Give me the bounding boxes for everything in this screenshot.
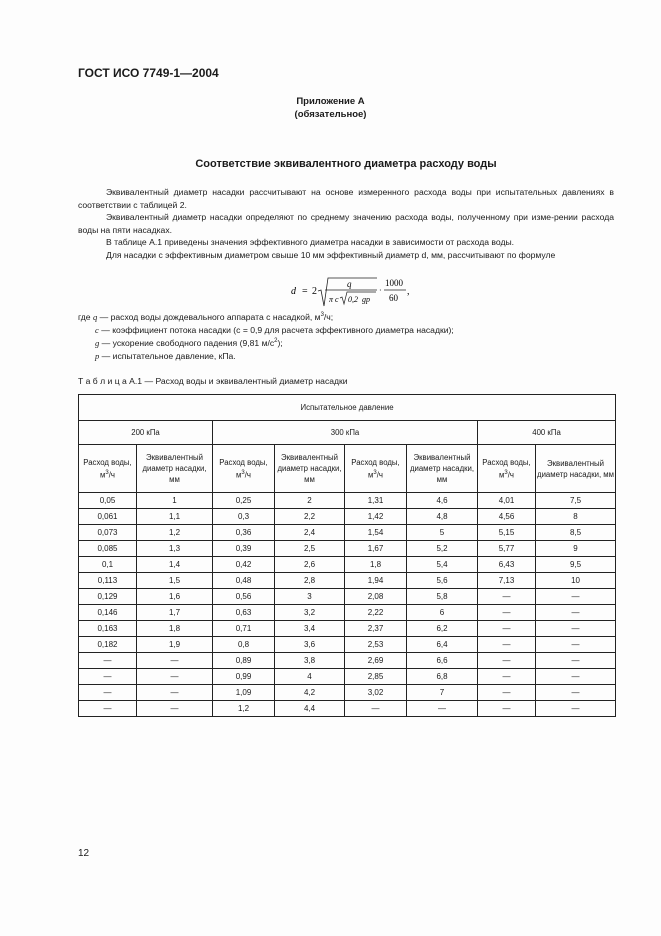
diameter-cell: —	[137, 685, 213, 701]
diameter-cell: 4,4	[275, 701, 345, 717]
flow-cell: 6,43	[478, 557, 536, 573]
diameter-cell: 4,2	[275, 685, 345, 701]
flow-cell: 0,3	[213, 509, 275, 525]
table-row	[79, 525, 616, 541]
diameter-cell: —	[536, 589, 616, 605]
header-diameter: Эквивалентный диаметр насадки, мм	[536, 445, 616, 493]
where-prefix: где	[78, 312, 93, 322]
flow-cell: 0,25	[213, 493, 275, 509]
flow-cell: 5,77	[478, 541, 536, 557]
diameter-cell: 1,6	[137, 589, 213, 605]
flow-cell: 0,113	[79, 573, 137, 589]
formula-eq: =	[302, 286, 308, 297]
header-diameter: Эквивалентный диаметр насадки, мм	[137, 445, 213, 493]
flow-cell: 0,48	[213, 573, 275, 589]
flow-cell: —	[79, 701, 137, 717]
flow-cell: 0,05	[79, 493, 137, 509]
flow-cell: 0,36	[213, 525, 275, 541]
flow-cell: 2,53	[345, 637, 407, 653]
flow-cell: —	[345, 701, 407, 717]
header-flow: Расход воды, $м^3/ч$	[345, 445, 407, 493]
table-caption: Т а б л и ц а А.1 — Расход воды и эквивалентный диаметр насадки	[78, 376, 348, 386]
diameter-cell: —	[536, 685, 616, 701]
flow-cell: 0,99	[213, 669, 275, 685]
flow-cell: 0,1	[79, 557, 137, 573]
flow-cell: 4,01	[478, 493, 536, 509]
flow-cell: 0,073	[79, 525, 137, 541]
header-pressure-300: 300 кПа	[213, 421, 478, 445]
flow-cell: 3,02	[345, 685, 407, 701]
diameter-cell: 5,6	[407, 573, 478, 589]
formula-coef: 2	[312, 286, 317, 297]
flow-cell: 1,42	[345, 509, 407, 525]
table-row	[79, 509, 616, 525]
flow-cell: —	[478, 589, 536, 605]
diameter-formula	[289, 276, 419, 310]
diameter-cell: 6,8	[407, 669, 478, 685]
paragraph-2: Эквивалентный диаметр насадки определяют по среднему значению расхода воды, полученному при изме-рении расхода воды на пяти насадках.	[78, 212, 614, 235]
diameter-cell: 6,6	[407, 653, 478, 669]
header-flow: Расход воды, $м^3/ч$	[213, 445, 275, 493]
diameter-cell: 1,3	[137, 541, 213, 557]
where-symbol-p: p	[95, 351, 100, 361]
diameter-cell: 5,4	[407, 557, 478, 573]
diameter-cell: 8	[536, 509, 616, 525]
diameter-cell: 4	[275, 669, 345, 685]
flow-cell: —	[79, 669, 137, 685]
flow-cell: 0,129	[79, 589, 137, 605]
diameter-cell: 2,4	[275, 525, 345, 541]
formula-pi: π	[329, 295, 334, 304]
diameter-cell: 3,8	[275, 653, 345, 669]
formula-lhs: d	[291, 286, 296, 297]
diameter-cell: 2	[275, 493, 345, 509]
diameter-cell: 2,6	[275, 557, 345, 573]
paragraph-1: Эквивалентный диаметр насадки рассчитывают на основе измеренного расхода воды при испытательных давлениях в соответствии с таблицей 2.	[78, 187, 614, 210]
table-row	[79, 701, 616, 717]
diameter-cell: —	[536, 653, 616, 669]
header-pressure-400: 400 кПа	[478, 421, 616, 445]
table-row	[79, 605, 616, 621]
diameter-cell: 1,4	[137, 557, 213, 573]
formula-gp: gp	[362, 295, 370, 304]
diameter-cell: 9	[536, 541, 616, 557]
diameter-cell: —	[137, 669, 213, 685]
flow-cell: 7,13	[478, 573, 536, 589]
formula-numerator: q	[347, 279, 352, 289]
diameter-cell: —	[137, 701, 213, 717]
flow-cell: —	[478, 685, 536, 701]
flow-cell: 0,182	[79, 637, 137, 653]
diameter-cell: 7,5	[536, 493, 616, 509]
diameter-cell: 2,2	[275, 509, 345, 525]
where-line-p: p — испытательное давление, кПа.	[95, 351, 236, 361]
appendix-title: Приложение А	[296, 96, 365, 107]
table-row	[79, 493, 616, 509]
flow-cell: —	[79, 653, 137, 669]
table-row	[79, 557, 616, 573]
table-row	[79, 685, 616, 701]
diameter-cell: 1,2	[137, 525, 213, 541]
formula-inner-coef: 0,2	[348, 295, 358, 304]
diameter-cell: 1,7	[137, 605, 213, 621]
formula-tail: ,	[407, 286, 410, 297]
formula-c: c	[335, 295, 339, 304]
header-test-pressure: Испытательное давление	[79, 395, 616, 421]
flow-cell: 1,2	[213, 701, 275, 717]
flow-cell: —	[478, 669, 536, 685]
header-flow: Расход воды, $м^3/ч$	[478, 445, 536, 493]
flow-cell: 5,15	[478, 525, 536, 541]
table-row	[79, 541, 616, 557]
diameter-cell: —	[536, 621, 616, 637]
diameter-cell: 1,9	[137, 637, 213, 653]
diameter-cell: 6,2	[407, 621, 478, 637]
flow-cell: —	[478, 701, 536, 717]
flow-cell: 1,54	[345, 525, 407, 541]
flow-cell: 2,37	[345, 621, 407, 637]
diameter-cell: —	[536, 637, 616, 653]
diameter-cell: 6	[407, 605, 478, 621]
section-title: Соответствие эквивалентного диаметра расходу воды	[195, 158, 497, 170]
diameter-cell: 1	[137, 493, 213, 509]
formula-frac-den: 60	[389, 293, 398, 303]
formula-dot: ·	[379, 286, 382, 295]
flow-cell: 2,85	[345, 669, 407, 685]
diameter-cell: 1,1	[137, 509, 213, 525]
diameter-cell: 7	[407, 685, 478, 701]
flow-cell: 4,56	[478, 509, 536, 525]
table-row	[79, 637, 616, 653]
where-symbol-c: c	[95, 325, 99, 335]
where-line-q: где q — расход воды дождевального аппарата с насадкой, $м^3/ч$;	[78, 312, 334, 322]
flow-cell: 0,42	[213, 557, 275, 573]
header-pressure-200: 200 кПа	[79, 421, 213, 445]
flow-cell: 2,08	[345, 589, 407, 605]
inner-radical	[340, 292, 376, 304]
table-row	[79, 621, 616, 637]
flow-cell: 0,8	[213, 637, 275, 653]
flow-cell: 0,163	[79, 621, 137, 637]
document-header: ГОСТ ИСО 7749-1—2004	[78, 66, 219, 80]
header-flow: Расход воды, $м^3/ч$	[79, 445, 137, 493]
diameter-cell: 5,8	[407, 589, 478, 605]
diameter-cell: —	[407, 701, 478, 717]
where-line-g: g — ускорение свободного падения (9,81 $м/с^2$);	[95, 338, 283, 348]
appendix-subtitle: (обязательное)	[294, 109, 367, 120]
diameter-cell: 3	[275, 589, 345, 605]
diameter-cell: 1,8	[137, 621, 213, 637]
page-number: 12	[78, 848, 90, 859]
formula-frac-num: 1000	[385, 278, 403, 288]
flow-cell: 0,89	[213, 653, 275, 669]
diameter-cell: 1,5	[137, 573, 213, 589]
diameter-cell: 3,4	[275, 621, 345, 637]
paragraph-3: В таблице А.1 приведены значения эффективного диаметра насадки в зависимости от расхода воды.	[106, 237, 515, 247]
header-diameter: Эквивалентный диаметр насадки, мм	[407, 445, 478, 493]
flow-cell: —	[478, 605, 536, 621]
paragraph-4: Для насадки с эффективным диаметром свыше 10 мм эффективный диаметр d, мм, рассчитывают по формуле	[106, 250, 556, 260]
diameter-cell: —	[536, 701, 616, 717]
flow-cell: —	[79, 685, 137, 701]
flow-cell: 1,8	[345, 557, 407, 573]
flow-cell: —	[478, 621, 536, 637]
flow-cell: 2,22	[345, 605, 407, 621]
diameter-cell: —	[137, 653, 213, 669]
where-symbol-g: g	[95, 338, 100, 348]
flow-cell: —	[478, 653, 536, 669]
header-diameter: Эквивалентный диаметр насадки, мм	[275, 445, 345, 493]
where-line-c: c — коэффициент потока насадки (c = 0,9 для расчета эффективного диаметра насадки);	[95, 325, 454, 335]
table-row	[79, 653, 616, 669]
flow-cell: 1,67	[345, 541, 407, 557]
flow-cell: 1,94	[345, 573, 407, 589]
diameter-cell: 2,8	[275, 573, 345, 589]
diameter-cell: 10	[536, 573, 616, 589]
diameter-cell: 3,6	[275, 637, 345, 653]
table-row	[79, 573, 616, 589]
diameter-cell: 8,5	[536, 525, 616, 541]
diameter-cell: 5,2	[407, 541, 478, 557]
flow-cell: 0,56	[213, 589, 275, 605]
table-row	[79, 669, 616, 685]
diameter-cell: 4,6	[407, 493, 478, 509]
where-symbol-q: q	[92, 312, 98, 322]
flow-cell: 1,31	[345, 493, 407, 509]
table-row	[79, 589, 616, 605]
flow-cell: 1,09	[213, 685, 275, 701]
diameter-cell: 6,4	[407, 637, 478, 653]
diameter-cell: 4,8	[407, 509, 478, 525]
flow-cell: 2,69	[345, 653, 407, 669]
diameter-cell: 2,5	[275, 541, 345, 557]
diameter-cell: 5	[407, 525, 478, 541]
diameter-cell: —	[536, 669, 616, 685]
flow-cell: —	[478, 637, 536, 653]
flow-cell: 0,71	[213, 621, 275, 637]
flow-cell: 0,63	[213, 605, 275, 621]
diameter-cell: —	[536, 605, 616, 621]
flow-diameter-table	[78, 394, 616, 717]
flow-cell: 0,061	[79, 509, 137, 525]
diameter-cell: 9,5	[536, 557, 616, 573]
diameter-cell: 3,2	[275, 605, 345, 621]
flow-cell: 0,085	[79, 541, 137, 557]
flow-cell: 0,39	[213, 541, 275, 557]
flow-cell: 0,146	[79, 605, 137, 621]
